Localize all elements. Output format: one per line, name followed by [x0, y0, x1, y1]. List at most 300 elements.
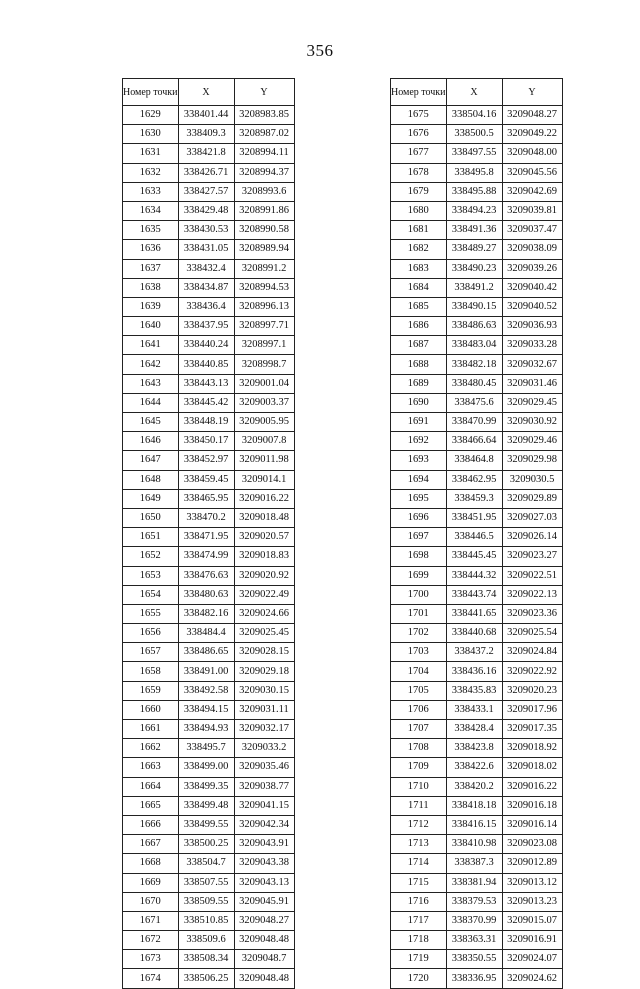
y-coordinate-cell: 3208991.2: [234, 259, 294, 278]
point-number-cell: 1681: [391, 221, 447, 240]
y-coordinate-cell: 3209022.51: [502, 566, 562, 585]
x-coordinate-cell: 338443.13: [178, 374, 234, 393]
x-coordinate-cell: 338489.27: [446, 240, 502, 259]
table-row: [391, 470, 563, 489]
x-coordinate-cell: 338492.58: [178, 681, 234, 700]
y-coordinate-cell: 3209018.48: [234, 508, 294, 527]
point-number-cell: 1653: [123, 566, 179, 585]
x-coordinate-cell: 338494.23: [446, 201, 502, 220]
point-number-cell: 1705: [391, 681, 447, 700]
point-number-cell: 1695: [391, 489, 447, 508]
table-header-row: [391, 79, 563, 106]
table-row: [391, 278, 563, 297]
table-row: [123, 278, 295, 297]
y-coordinate-cell: 3209043.38: [234, 854, 294, 873]
y-coordinate-cell: 3209016.91: [502, 931, 562, 950]
y-coordinate-cell: 3209012.89: [502, 854, 562, 873]
x-coordinate-cell: 338504.16: [446, 106, 502, 125]
table-row: [391, 144, 563, 163]
point-number-cell: 1669: [123, 873, 179, 892]
y-coordinate-cell: 3209042.69: [502, 182, 562, 201]
x-coordinate-cell: 338497.55: [446, 144, 502, 163]
x-coordinate-cell: 338440.24: [178, 336, 234, 355]
x-coordinate-cell: 338482.18: [446, 355, 502, 374]
point-number-cell: 1674: [123, 969, 179, 988]
point-number-cell: 1688: [391, 355, 447, 374]
x-coordinate-cell: 338433.1: [446, 700, 502, 719]
point-number-cell: 1637: [123, 259, 179, 278]
table-row: [391, 528, 563, 547]
x-coordinate-cell: 338430.53: [178, 221, 234, 240]
x-coordinate-cell: 338450.17: [178, 432, 234, 451]
x-coordinate-cell: 338445.42: [178, 393, 234, 412]
point-number-cell: 1668: [123, 854, 179, 873]
point-number-cell: 1690: [391, 393, 447, 412]
x-coordinate-cell: 338464.8: [446, 451, 502, 470]
point-number-cell: 1703: [391, 643, 447, 662]
table-row: [123, 604, 295, 623]
table-row: [391, 566, 563, 585]
y-coordinate-cell: 3208990.58: [234, 221, 294, 240]
y-coordinate-cell: 3208998.7: [234, 355, 294, 374]
x-coordinate-cell: 338490.23: [446, 259, 502, 278]
x-coordinate-cell: 338401.44: [178, 106, 234, 125]
point-number-cell: 1694: [391, 470, 447, 489]
point-number-cell: 1679: [391, 182, 447, 201]
y-coordinate-cell: 3209013.12: [502, 873, 562, 892]
x-coordinate-cell: 338509.55: [178, 892, 234, 911]
x-coordinate-cell: 338499.35: [178, 777, 234, 796]
y-coordinate-cell: 3209048.00: [502, 144, 562, 163]
table-row: [123, 182, 295, 201]
point-number-cell: 1716: [391, 892, 447, 911]
point-number-cell: 1663: [123, 758, 179, 777]
point-number-cell: 1635: [123, 221, 179, 240]
table-row: [123, 585, 295, 604]
y-coordinate-cell: 3209020.92: [234, 566, 294, 585]
y-coordinate-cell: 3209042.34: [234, 815, 294, 834]
point-number-cell: 1643: [123, 374, 179, 393]
point-number-cell: 1676: [391, 125, 447, 144]
table-row: [123, 931, 295, 950]
point-number-cell: 1649: [123, 489, 179, 508]
table-row: [391, 911, 563, 930]
x-coordinate-cell: 338416.15: [446, 815, 502, 834]
y-coordinate-cell: 3209024.66: [234, 604, 294, 623]
x-coordinate-cell: 338423.8: [446, 739, 502, 758]
table-row: [123, 950, 295, 969]
table-row: [391, 240, 563, 259]
y-coordinate-cell: 3209026.14: [502, 528, 562, 547]
y-coordinate-cell: 3209022.92: [502, 662, 562, 681]
y-coordinate-cell: 3209013.23: [502, 892, 562, 911]
y-coordinate-cell: 3209022.49: [234, 585, 294, 604]
y-coordinate-cell: 3209030.92: [502, 413, 562, 432]
y-coordinate-cell: 3209023.08: [502, 835, 562, 854]
x-coordinate-cell: 338434.87: [178, 278, 234, 297]
table-row: [391, 777, 563, 796]
y-coordinate-cell: 3209025.54: [502, 624, 562, 643]
table-row: [123, 432, 295, 451]
table-row: [391, 815, 563, 834]
y-coordinate-cell: 3209048.27: [502, 106, 562, 125]
column-header-point-number: Номер точки: [391, 79, 447, 106]
x-coordinate-cell: 338483.04: [446, 336, 502, 355]
point-number-cell: 1646: [123, 432, 179, 451]
point-number-cell: 1712: [391, 815, 447, 834]
table-row: [391, 585, 563, 604]
point-number-cell: 1666: [123, 815, 179, 834]
x-coordinate-cell: 338480.63: [178, 585, 234, 604]
table-row: [123, 547, 295, 566]
x-coordinate-cell: 338499.48: [178, 796, 234, 815]
table-row: [391, 374, 563, 393]
y-coordinate-cell: 3209024.84: [502, 643, 562, 662]
point-number-cell: 1641: [123, 336, 179, 355]
table-row: [123, 528, 295, 547]
y-coordinate-cell: 3209020.57: [234, 528, 294, 547]
x-coordinate-cell: 338422.6: [446, 758, 502, 777]
x-coordinate-cell: 338448.19: [178, 413, 234, 432]
point-number-cell: 1638: [123, 278, 179, 297]
y-coordinate-cell: 3209025.45: [234, 624, 294, 643]
point-number-cell: 1700: [391, 585, 447, 604]
point-number-cell: 1640: [123, 317, 179, 336]
point-number-cell: 1671: [123, 911, 179, 930]
y-coordinate-cell: 3209003.37: [234, 393, 294, 412]
table-row: [123, 815, 295, 834]
table-row: [391, 892, 563, 911]
y-coordinate-cell: 3209027.03: [502, 508, 562, 527]
x-coordinate-cell: 338504.7: [178, 854, 234, 873]
table-row: [123, 201, 295, 220]
point-number-cell: 1652: [123, 547, 179, 566]
y-coordinate-cell: 3209038.09: [502, 240, 562, 259]
table-row: [123, 796, 295, 815]
table-row: [391, 489, 563, 508]
x-coordinate-cell: 338507.55: [178, 873, 234, 892]
point-number-cell: 1687: [391, 336, 447, 355]
table-row: [123, 566, 295, 585]
x-coordinate-cell: 338452.97: [178, 451, 234, 470]
point-number-cell: 1697: [391, 528, 447, 547]
x-coordinate-cell: 338490.15: [446, 297, 502, 316]
y-coordinate-cell: 3209040.42: [502, 278, 562, 297]
y-coordinate-cell: 3209032.67: [502, 355, 562, 374]
y-coordinate-cell: 3209039.81: [502, 201, 562, 220]
table-row: [123, 662, 295, 681]
table-row: [391, 432, 563, 451]
x-coordinate-cell: 338465.95: [178, 489, 234, 508]
x-coordinate-cell: 338499.55: [178, 815, 234, 834]
x-coordinate-cell: 338510.85: [178, 911, 234, 930]
table-row: [123, 758, 295, 777]
point-number-cell: 1683: [391, 259, 447, 278]
point-number-cell: 1659: [123, 681, 179, 700]
x-coordinate-cell: 338491.36: [446, 221, 502, 240]
y-coordinate-cell: 3208994.11: [234, 144, 294, 163]
table-row: [123, 643, 295, 662]
point-number-cell: 1636: [123, 240, 179, 259]
y-coordinate-cell: 3208997.1: [234, 336, 294, 355]
table-row: [391, 700, 563, 719]
table-row: [391, 931, 563, 950]
point-number-cell: 1657: [123, 643, 179, 662]
table-row: [391, 297, 563, 316]
x-coordinate-cell: 338495.88: [446, 182, 502, 201]
table-row: [123, 508, 295, 527]
x-coordinate-cell: 338484.4: [178, 624, 234, 643]
x-coordinate-cell: 338432.4: [178, 259, 234, 278]
point-number-cell: 1693: [391, 451, 447, 470]
table-row: [123, 624, 295, 643]
point-number-cell: 1711: [391, 796, 447, 815]
table-row: [391, 547, 563, 566]
table-row: [123, 911, 295, 930]
y-coordinate-cell: 3209040.52: [502, 297, 562, 316]
y-coordinate-cell: 3208994.53: [234, 278, 294, 297]
point-number-cell: 1664: [123, 777, 179, 796]
table-row: [391, 662, 563, 681]
y-coordinate-cell: 3209048.48: [234, 931, 294, 950]
point-number-cell: 1701: [391, 604, 447, 623]
page-number: 356: [306, 41, 334, 60]
point-number-cell: 1631: [123, 144, 179, 163]
x-coordinate-cell: 338494.93: [178, 720, 234, 739]
y-coordinate-cell: 3209024.07: [502, 950, 562, 969]
column-header-y: Y: [502, 79, 562, 106]
table-row: [123, 393, 295, 412]
point-number-cell: 1639: [123, 297, 179, 316]
x-coordinate-cell: 338508.34: [178, 950, 234, 969]
table-row: [391, 604, 563, 623]
table-row: [123, 489, 295, 508]
x-coordinate-cell: 338466.64: [446, 432, 502, 451]
x-coordinate-cell: 338379.53: [446, 892, 502, 911]
y-coordinate-cell: 3209030.15: [234, 681, 294, 700]
point-number-cell: 1719: [391, 950, 447, 969]
x-coordinate-cell: 338444.32: [446, 566, 502, 585]
y-coordinate-cell: 3209011.98: [234, 451, 294, 470]
table-row: [391, 969, 563, 988]
y-coordinate-cell: 3209043.13: [234, 873, 294, 892]
table-row: [123, 451, 295, 470]
y-coordinate-cell: 3208983.85: [234, 106, 294, 125]
y-coordinate-cell: 3209022.13: [502, 585, 562, 604]
point-number-cell: 1648: [123, 470, 179, 489]
point-number-cell: 1645: [123, 413, 179, 432]
y-coordinate-cell: 3209018.92: [502, 739, 562, 758]
x-coordinate-cell: 338459.45: [178, 470, 234, 489]
y-coordinate-cell: 3208991.86: [234, 201, 294, 220]
x-coordinate-cell: 338470.99: [446, 413, 502, 432]
table-row: [391, 950, 563, 969]
y-coordinate-cell: 3209039.26: [502, 259, 562, 278]
x-coordinate-cell: 338437.2: [446, 643, 502, 662]
point-number-cell: 1720: [391, 969, 447, 988]
point-number-cell: 1682: [391, 240, 447, 259]
point-number-cell: 1707: [391, 720, 447, 739]
table-row: [391, 355, 563, 374]
point-number-cell: 1718: [391, 931, 447, 950]
x-coordinate-cell: 338428.4: [446, 720, 502, 739]
y-coordinate-cell: 3209001.04: [234, 374, 294, 393]
y-coordinate-cell: 3209029.46: [502, 432, 562, 451]
x-coordinate-cell: 338420.2: [446, 777, 502, 796]
point-number-cell: 1675: [391, 106, 447, 125]
y-coordinate-cell: 3209031.11: [234, 700, 294, 719]
column-header-y: Y: [234, 79, 294, 106]
point-number-cell: 1647: [123, 451, 179, 470]
table-row: [391, 624, 563, 643]
y-coordinate-cell: 3208993.6: [234, 182, 294, 201]
x-coordinate-cell: 338491.00: [178, 662, 234, 681]
table-row: [391, 758, 563, 777]
y-coordinate-cell: 3209037.47: [502, 221, 562, 240]
y-coordinate-cell: 3209031.46: [502, 374, 562, 393]
table-row: [391, 854, 563, 873]
point-number-cell: 1660: [123, 700, 179, 719]
point-number-cell: 1714: [391, 854, 447, 873]
y-coordinate-cell: 3209033.2: [234, 739, 294, 758]
table-row: [123, 297, 295, 316]
x-coordinate-cell: 338509.6: [178, 931, 234, 950]
x-coordinate-cell: 338336.95: [446, 969, 502, 988]
point-number-cell: 1684: [391, 278, 447, 297]
table-row: [391, 739, 563, 758]
x-coordinate-cell: 338470.2: [178, 508, 234, 527]
table-row: [123, 777, 295, 796]
y-coordinate-cell: 3209018.83: [234, 547, 294, 566]
table-row: [123, 240, 295, 259]
y-coordinate-cell: 3209036.93: [502, 317, 562, 336]
table-row: [123, 470, 295, 489]
table-row: [123, 106, 295, 125]
table-row: [123, 720, 295, 739]
x-coordinate-cell: 338436.16: [446, 662, 502, 681]
point-number-cell: 1709: [391, 758, 447, 777]
table-row: [123, 681, 295, 700]
x-coordinate-cell: 338500.25: [178, 835, 234, 854]
table-row: [391, 182, 563, 201]
column-header-x: X: [446, 79, 502, 106]
y-coordinate-cell: 3209016.18: [502, 796, 562, 815]
x-coordinate-cell: 338426.71: [178, 163, 234, 182]
table-row: [123, 854, 295, 873]
y-coordinate-cell: 3208987.02: [234, 125, 294, 144]
x-coordinate-cell: 338410.98: [446, 835, 502, 854]
table-row: [123, 125, 295, 144]
point-number-cell: 1686: [391, 317, 447, 336]
point-number-cell: 1655: [123, 604, 179, 623]
x-coordinate-cell: 338350.55: [446, 950, 502, 969]
table-row: [391, 451, 563, 470]
table-row: [123, 355, 295, 374]
table-row: [391, 163, 563, 182]
table-row: [391, 221, 563, 240]
y-coordinate-cell: 3209020.23: [502, 681, 562, 700]
y-coordinate-cell: 3209048.48: [234, 969, 294, 988]
table-row: [391, 201, 563, 220]
point-number-cell: 1677: [391, 144, 447, 163]
y-coordinate-cell: 3209029.98: [502, 451, 562, 470]
y-coordinate-cell: 3209023.36: [502, 604, 562, 623]
point-number-cell: 1702: [391, 624, 447, 643]
y-coordinate-cell: 3209028.15: [234, 643, 294, 662]
point-number-cell: 1678: [391, 163, 447, 182]
table-row: [391, 835, 563, 854]
table-row: [391, 106, 563, 125]
x-coordinate-cell: 338429.48: [178, 201, 234, 220]
x-coordinate-cell: 338500.5: [446, 125, 502, 144]
table-row: [123, 259, 295, 278]
y-coordinate-cell: 3209018.02: [502, 758, 562, 777]
y-coordinate-cell: 3208997.71: [234, 317, 294, 336]
table-row: [391, 393, 563, 412]
point-number-cell: 1680: [391, 201, 447, 220]
point-number-cell: 1704: [391, 662, 447, 681]
x-coordinate-cell: 338506.25: [178, 969, 234, 988]
x-coordinate-cell: 338446.5: [446, 528, 502, 547]
point-number-cell: 1662: [123, 739, 179, 758]
x-coordinate-cell: 338476.63: [178, 566, 234, 585]
x-coordinate-cell: 338486.63: [446, 317, 502, 336]
point-number-cell: 1717: [391, 911, 447, 930]
y-coordinate-cell: 3209029.45: [502, 393, 562, 412]
table-header-row: [123, 79, 295, 106]
table-row: [123, 739, 295, 758]
point-number-cell: 1656: [123, 624, 179, 643]
table-row: [123, 969, 295, 988]
x-coordinate-cell: 338451.95: [446, 508, 502, 527]
y-coordinate-cell: 3209007.8: [234, 432, 294, 451]
x-coordinate-cell: 338480.45: [446, 374, 502, 393]
y-coordinate-cell: 3209005.95: [234, 413, 294, 432]
x-coordinate-cell: 338440.85: [178, 355, 234, 374]
y-coordinate-cell: 3208989.94: [234, 240, 294, 259]
y-coordinate-cell: 3208994.37: [234, 163, 294, 182]
y-coordinate-cell: 3209032.17: [234, 720, 294, 739]
y-coordinate-cell: 3209048.27: [234, 911, 294, 930]
y-coordinate-cell: 3209016.14: [502, 815, 562, 834]
x-coordinate-cell: 338475.6: [446, 393, 502, 412]
x-coordinate-cell: 338445.45: [446, 547, 502, 566]
point-number-cell: 1670: [123, 892, 179, 911]
x-coordinate-cell: 338431.05: [178, 240, 234, 259]
x-coordinate-cell: 338437.95: [178, 317, 234, 336]
table-row: [123, 163, 295, 182]
x-coordinate-cell: 338482.16: [178, 604, 234, 623]
x-coordinate-cell: 338486.65: [178, 643, 234, 662]
x-coordinate-cell: 338494.15: [178, 700, 234, 719]
table-row: [123, 873, 295, 892]
y-coordinate-cell: 3209017.35: [502, 720, 562, 739]
x-coordinate-cell: 338474.99: [178, 547, 234, 566]
table-row: [391, 796, 563, 815]
y-coordinate-cell: 3209016.22: [234, 489, 294, 508]
x-coordinate-cell: 338436.4: [178, 297, 234, 316]
y-coordinate-cell: 3209016.22: [502, 777, 562, 796]
y-coordinate-cell: 3209014.1: [234, 470, 294, 489]
table-row: [123, 413, 295, 432]
table-row: [391, 413, 563, 432]
x-coordinate-cell: 338387.3: [446, 854, 502, 873]
y-coordinate-cell: 3209024.62: [502, 969, 562, 988]
y-coordinate-cell: 3209015.07: [502, 911, 562, 930]
x-coordinate-cell: 338421.8: [178, 144, 234, 163]
point-number-cell: 1629: [123, 106, 179, 125]
y-coordinate-cell: 3209038.77: [234, 777, 294, 796]
